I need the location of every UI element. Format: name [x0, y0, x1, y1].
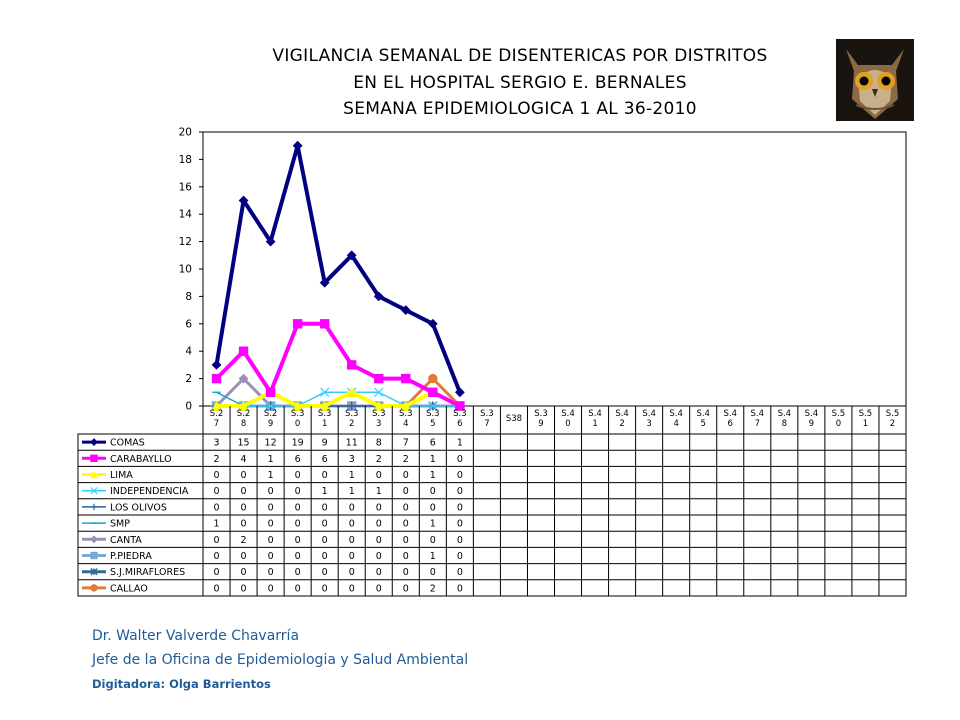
x-tick-label-line: 9 — [267, 419, 274, 429]
data-point — [212, 361, 220, 369]
data-table-cell: 0 — [456, 470, 463, 481]
x-tick-label-line: S.4 — [777, 409, 792, 419]
data-table-cell: 0 — [240, 486, 247, 498]
x-tick-label — [318, 409, 332, 429]
data-table-cell: 0 — [294, 551, 301, 562]
series-label: CALLAO — [110, 583, 148, 595]
legend-key-marker — [91, 439, 97, 445]
data-table-cell: 0 — [213, 583, 220, 595]
data-table-cell: 0 — [456, 567, 463, 579]
data-table-cell: 0 — [348, 583, 355, 595]
data-table-cell: 0 — [375, 567, 382, 579]
chart-title-line-1: VIGILANCIA SEMANAL DE DISENTERICAS POR DISTRITOS — [272, 46, 768, 66]
data-table-cell: 4 — [240, 453, 247, 465]
data-table-cell: 1 — [429, 453, 436, 465]
data-point — [293, 320, 301, 328]
data-table-cell: 0 — [294, 567, 301, 579]
data-table-cell: 1 — [429, 551, 436, 562]
x-tick-label-line: S.2 — [209, 409, 224, 419]
data-table-cell: 7 — [402, 437, 409, 449]
data-table-cell: 1 — [348, 470, 355, 481]
series-label: S.J.MIRAFLORES — [110, 567, 186, 579]
data-table-cell: 2 — [429, 583, 436, 595]
x-tick-label-line: S.4 — [696, 409, 710, 419]
data-table-cell: 0 — [213, 551, 220, 562]
x-tick-label-line: 9 — [538, 419, 544, 429]
chart-title-line-3: SEMANA EPIDEMIOLOGICA 1 AL 36-2010 — [343, 99, 697, 119]
series-line-lima — [217, 392, 460, 406]
x-tick-label-line: 6 — [727, 419, 733, 429]
x-tick-label — [588, 409, 602, 429]
data-point — [402, 374, 410, 382]
x-tick-label — [534, 409, 548, 429]
data-table-cell: 1 — [456, 437, 463, 449]
x-tick-label — [723, 409, 737, 429]
y-tick-label: 14 — [178, 208, 192, 221]
footer-typist: Digitadora: Olga Barrientos — [92, 677, 271, 691]
data-table-cell: 0 — [321, 470, 328, 481]
data-table-cell: 0 — [267, 518, 274, 530]
x-tick-label-line: 9 — [808, 419, 815, 429]
data-table-cell: 0 — [375, 518, 382, 530]
x-tick-label-line: S.4 — [669, 409, 683, 419]
data-point — [266, 388, 274, 396]
x-tick-label-line: S.4 — [642, 409, 656, 419]
data-table-cell: 0 — [348, 534, 355, 546]
y-tick-label: 12 — [178, 236, 192, 249]
data-table-cell: 0 — [294, 486, 301, 498]
data-table-cell: 2 — [213, 453, 220, 465]
plot-frame — [203, 132, 906, 406]
data-table-cell: 0 — [456, 551, 463, 562]
x-tick-label-line: S.4 — [561, 409, 575, 419]
series-label: CANTA — [110, 534, 142, 546]
x-tick-label — [696, 409, 710, 429]
data-table-cell: 0 — [321, 502, 328, 514]
data-point — [375, 374, 383, 382]
data-table-cell: 0 — [402, 567, 409, 579]
data-table-cell: 0 — [402, 534, 409, 546]
x-tick-label-line: S.5 — [885, 409, 900, 419]
x-tick-label-line: 0 — [835, 419, 842, 429]
data-table-cell: 0 — [348, 551, 355, 562]
legend-key-marker — [91, 455, 97, 461]
data-table-cell: 0 — [240, 567, 247, 579]
x-tick-label — [480, 409, 494, 429]
data-table-cell: 0 — [321, 534, 328, 546]
x-tick-label-line: 3 — [646, 419, 652, 429]
data-table-cell: 1 — [348, 486, 355, 498]
data-point — [293, 142, 301, 150]
x-tick-label-line: S.3 — [290, 409, 305, 419]
data-table-cell: 0 — [348, 502, 355, 514]
data-table-cell: 0 — [348, 567, 355, 579]
data-table-cell: 0 — [267, 551, 274, 562]
x-tick-label-line: 2 — [349, 419, 355, 429]
x-tick-label — [372, 409, 386, 429]
data-table-cell: 0 — [375, 551, 382, 562]
x-tick-label — [886, 409, 900, 429]
series-label: COMAS — [110, 437, 145, 449]
x-tick-label-line: S.3 — [480, 409, 494, 419]
y-tick-label: 16 — [178, 181, 192, 194]
data-table-cell: 6 — [429, 437, 436, 449]
x-tick-label-line: S.2 — [263, 409, 278, 419]
series-layer — [212, 142, 464, 411]
data-table-cell: 0 — [456, 583, 463, 595]
x-tick-label — [778, 409, 792, 429]
series-label: P.PIEDRA — [110, 551, 152, 562]
data-table-cell: 0 — [213, 486, 220, 498]
data-table-cell: 0 — [240, 470, 247, 481]
legend-key-marker — [91, 536, 97, 542]
legend-key-marker — [91, 552, 97, 558]
x-tick-label — [345, 409, 359, 429]
data-table-cell: 0 — [402, 551, 409, 562]
y-tick-label: 20 — [178, 126, 192, 139]
y-tick-label: 18 — [178, 153, 192, 166]
x-tick-label — [399, 409, 413, 429]
data-table-cell: 0 — [267, 583, 274, 595]
data-table-cell: 0 — [213, 502, 220, 514]
data-table-cell: 0 — [429, 486, 436, 498]
series-line-carabayllo — [217, 324, 460, 406]
data-table-cell: 1 — [429, 470, 436, 481]
x-tick-label-line: 7 — [484, 419, 490, 429]
data-table-cell: 0 — [213, 567, 220, 579]
x-tick-label-line: S.3 — [399, 409, 413, 419]
data-table-cell: 0 — [375, 470, 382, 481]
data-table-cell: 0 — [240, 502, 247, 514]
data-table-cell: 0 — [321, 518, 328, 530]
x-tick-label-line: S.4 — [750, 409, 765, 419]
x-tick-label-line: 6 — [457, 419, 463, 429]
x-tick-label-line: S.3 — [453, 409, 467, 419]
x-tick-label-line: 1 — [592, 419, 598, 429]
data-table-cell: 2 — [402, 453, 409, 465]
data-table-cell: 0 — [294, 470, 301, 481]
data-point — [320, 320, 328, 328]
series-label: SMP — [110, 518, 130, 530]
x-tick-label — [805, 409, 819, 429]
x-tick-label-line: 7 — [213, 419, 220, 429]
x-tick-label-line: S.4 — [615, 409, 629, 419]
x-tick-label-line: S.3 — [371, 409, 386, 419]
data-table-cell: 0 — [294, 534, 301, 546]
data-table-cell: 0 — [456, 518, 463, 530]
data-table-cell: 0 — [294, 518, 301, 530]
data-point — [429, 388, 437, 396]
x-tick-label-line: 3 — [376, 419, 382, 429]
data-table-cell: 0 — [267, 534, 274, 546]
data-table-cell: 1 — [375, 486, 382, 498]
data-table-cell: 6 — [294, 453, 301, 465]
data-point — [348, 361, 356, 369]
data-table-cell: 0 — [240, 518, 247, 530]
data-table-cell: 0 — [267, 486, 274, 498]
x-tick-label-line: 1 — [862, 419, 869, 429]
data-table-cell: 11 — [345, 437, 358, 449]
data-table-cell: 1 — [213, 518, 220, 530]
x-tick-label-line: S.5 — [831, 409, 846, 419]
x-tick-label-line: S.4 — [723, 409, 738, 419]
series-label: CARABAYLLO — [110, 453, 172, 465]
x-tick-label-line: S.3 — [534, 409, 548, 419]
x-tick-label — [237, 409, 251, 429]
data-table-cell: 0 — [402, 486, 409, 498]
x-tick-label — [832, 409, 846, 429]
x-tick-label-line: 0 — [294, 419, 301, 429]
data-table-cell: 6 — [321, 453, 328, 465]
x-tick-label-line: S.3 — [426, 409, 440, 419]
data-table-cell: 0 — [402, 518, 409, 530]
chart-title-line-2: EN EL HOSPITAL SERGIO E. BERNALES — [353, 73, 687, 93]
data-table-cell: 0 — [294, 502, 301, 514]
x-tick-label — [453, 409, 467, 429]
data-table-cell: 8 — [375, 437, 382, 449]
data-table-cell: 0 — [375, 583, 382, 595]
data-point — [212, 374, 220, 382]
data-point — [429, 374, 437, 382]
x-tick-label-line: 2 — [619, 419, 625, 429]
x-tick-label-line: 7 — [754, 419, 760, 429]
data-table-cell: 0 — [456, 534, 463, 546]
data-table-cell: 1 — [267, 470, 274, 481]
x-tick-label — [291, 409, 305, 429]
data-table — [78, 406, 906, 596]
series-line-comas — [217, 146, 460, 393]
x-tick-label-line: S.3 — [344, 409, 359, 419]
data-table-cell: 0 — [213, 534, 220, 546]
data-table-cell: 0 — [402, 583, 409, 595]
y-tick-label: 8 — [185, 290, 192, 303]
data-table-cell: 12 — [264, 437, 277, 449]
series-label: LIMA — [110, 470, 133, 481]
x-tick-label-line: 2 — [889, 419, 896, 429]
x-tick-label-line: S.2 — [236, 409, 251, 419]
legend-key-marker — [91, 585, 97, 591]
legend-key-marker — [91, 504, 97, 510]
footer-author: Dr. Walter Valverde Chavarría — [92, 628, 300, 644]
x-tick-label — [751, 409, 765, 429]
data-table-cell: 3 — [348, 453, 355, 465]
data-table-cell: 0 — [375, 502, 382, 514]
x-tick-label: S38 — [505, 414, 523, 424]
plot-area — [179, 127, 906, 413]
y-tick-label: 10 — [178, 263, 192, 276]
data-table-cell: 0 — [375, 534, 382, 546]
x-tick-label-line: S.4 — [588, 409, 602, 419]
x-tick-label-line: 8 — [781, 419, 788, 429]
data-point — [239, 347, 247, 355]
data-table-cell: 0 — [294, 583, 301, 595]
x-tick-label-line: 4 — [673, 419, 679, 429]
data-table-cell: 0 — [429, 502, 436, 514]
x-tick-label — [642, 409, 656, 429]
x-tick-label-line: S.4 — [804, 409, 819, 419]
data-table-cell: 0 — [321, 567, 328, 579]
data-table-cell: 0 — [240, 583, 247, 595]
data-table-cell: 1 — [321, 486, 328, 498]
data-table-cell: 0 — [402, 470, 409, 481]
data-table-cell: 0 — [456, 502, 463, 514]
data-table-cell: 0 — [321, 583, 328, 595]
data-table-cell: 1 — [267, 453, 274, 465]
data-table-cell: 0 — [402, 502, 409, 514]
y-tick-label: 2 — [185, 373, 192, 386]
data-table-cell: 1 — [429, 518, 436, 530]
data-table-cell: 2 — [240, 534, 247, 546]
x-tick-label — [264, 409, 278, 429]
x-tick-label — [615, 409, 629, 429]
x-tick-label-line: S.3 — [317, 409, 332, 419]
x-tick-label-line: 4 — [403, 419, 409, 429]
footer-role: Jefe de la Oficina de Epidemiologia y Salud Ambiental — [92, 652, 469, 668]
data-table-cell: 0 — [321, 551, 328, 562]
data-table-cell: 0 — [456, 453, 463, 465]
y-tick-label: 4 — [185, 345, 192, 358]
x-tick-label-line: 1 — [321, 419, 328, 429]
data-table-cell: 0 — [429, 567, 436, 579]
data-table-cell: 0 — [267, 502, 274, 514]
series-label: INDEPENDENCIA — [110, 486, 189, 498]
x-tick-label-line: 5 — [700, 419, 706, 429]
x-tick-label-line: 0 — [565, 419, 571, 429]
x-tick-label-line: 8 — [240, 419, 247, 429]
x-tick-label-line: 5 — [430, 419, 436, 429]
data-table-cell: 0 — [348, 518, 355, 530]
data-table-cell: 0 — [267, 567, 274, 579]
y-tick-label: 6 — [185, 318, 192, 331]
data-table-cell: 19 — [291, 437, 304, 449]
y-tick-label: 0 — [185, 400, 192, 413]
series-label: LOS OLIVOS — [110, 502, 167, 514]
data-table-cell: 15 — [237, 437, 250, 449]
data-table-cell: 0 — [240, 551, 247, 562]
data-table-cell: 3 — [213, 437, 220, 449]
x-tick-label — [210, 409, 224, 429]
data-table-cell: 0 — [213, 470, 220, 481]
x-tick-label-line: S.5 — [858, 409, 873, 419]
x-tick-label — [859, 409, 873, 429]
data-table-cell: 2 — [375, 453, 382, 465]
x-tick-label — [561, 409, 575, 429]
data-table-cell: 9 — [321, 437, 328, 449]
x-tick-label — [426, 409, 440, 429]
x-tick-label — [669, 409, 683, 429]
data-table-cell: 0 — [429, 534, 436, 546]
data-table-cell: 0 — [456, 486, 463, 498]
